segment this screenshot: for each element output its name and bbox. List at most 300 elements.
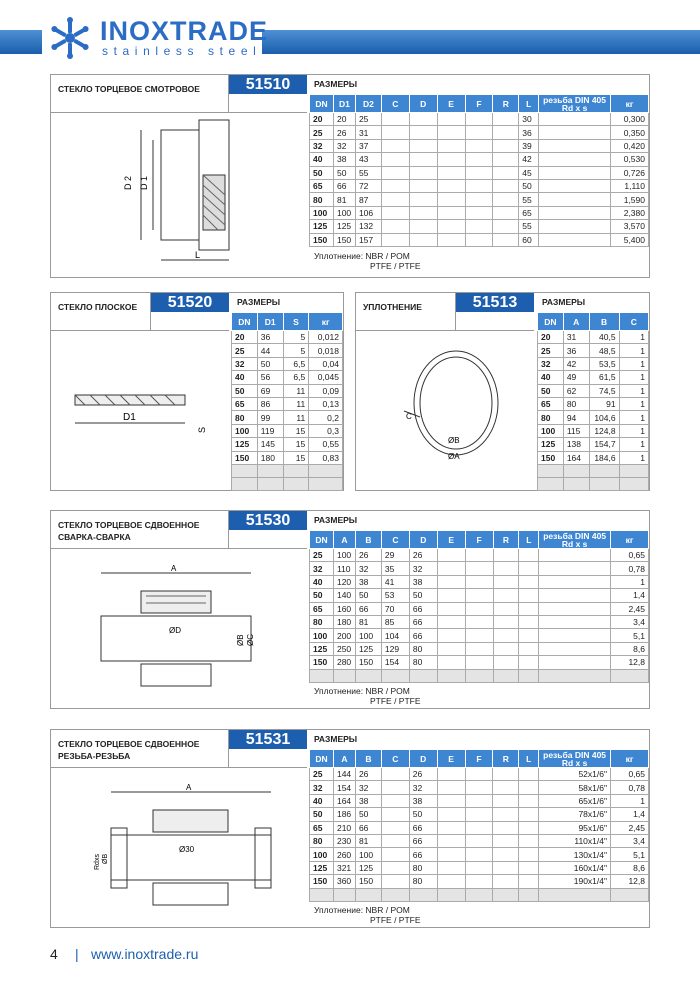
- table-cell: 150: [232, 451, 258, 464]
- table-cell: 160: [333, 602, 355, 615]
- table-row: [310, 781, 649, 794]
- table-cell: 164: [333, 794, 355, 807]
- table-cell: [493, 602, 519, 615]
- table-cell: [381, 834, 409, 847]
- table-cell: [465, 615, 493, 628]
- column-header: A: [333, 750, 355, 768]
- table-cell: 1: [619, 397, 648, 410]
- table-cell: [493, 153, 519, 166]
- table-cell: 0,045: [309, 371, 343, 384]
- table-cell: 65: [232, 397, 258, 410]
- dimensions-table: [309, 530, 649, 683]
- column-header: кг: [309, 313, 343, 331]
- table-cell: [465, 549, 493, 562]
- table-row: [232, 438, 343, 451]
- table-cell: [465, 233, 493, 246]
- table-row: [310, 602, 649, 615]
- table-cell: 80: [563, 397, 589, 410]
- table-cell: [437, 821, 465, 834]
- table-cell: 100: [355, 629, 381, 642]
- table-cell: [381, 179, 409, 192]
- table-row: [232, 331, 343, 344]
- table-cell: [539, 126, 611, 139]
- table-cell: [381, 233, 409, 246]
- table-row: [538, 451, 649, 464]
- column-header: кг: [610, 95, 648, 113]
- table-cell: 42: [563, 357, 589, 370]
- column-header: C: [381, 531, 409, 549]
- table-cell: 1: [619, 357, 648, 370]
- table-cell: 100: [333, 206, 355, 219]
- table-cell: 80: [310, 834, 334, 847]
- table-cell: 50: [257, 357, 283, 370]
- table-cell: [381, 139, 409, 152]
- table-cell: 20: [538, 331, 564, 344]
- table-cell: [539, 206, 611, 219]
- table-cell: [465, 656, 493, 669]
- table-cell: 145: [257, 438, 283, 451]
- column-header: F: [465, 750, 493, 768]
- column-header: резьба DIN 405 Rd x s: [539, 95, 611, 113]
- table-cell: 40: [310, 153, 334, 166]
- table-cell: 81: [355, 615, 381, 628]
- table-row: [538, 397, 649, 410]
- table-cell: 36: [519, 126, 539, 139]
- table-cell: 81: [333, 193, 355, 206]
- table-cell: 125: [310, 861, 334, 874]
- table-cell: 30: [519, 113, 539, 126]
- table-cell: 3,570: [610, 220, 648, 233]
- table-cell: 38: [355, 794, 381, 807]
- table-row: [232, 384, 343, 397]
- section-title: СТЕКЛО ТОРЦЕВОЕ СДВОЕННОЕ РЕЗЬБА-РЕЗЬБА: [51, 730, 229, 768]
- table-cell: [437, 589, 465, 602]
- table-cell: 45: [519, 166, 539, 179]
- table-cell: 38: [409, 575, 437, 588]
- table-row: [310, 179, 649, 192]
- table-cell: [519, 781, 539, 794]
- table-cell: [519, 794, 539, 807]
- table-row: [232, 451, 343, 464]
- table-cell: [437, 781, 465, 794]
- table-cell: 154,7: [589, 438, 619, 451]
- column-header: резьба DIN 405 Rd x s: [539, 750, 611, 768]
- table-cell: 1: [611, 794, 649, 807]
- table-cell: 280: [333, 656, 355, 669]
- table-cell: [493, 861, 519, 874]
- table-cell: 15: [283, 438, 309, 451]
- table-cell: 36: [563, 344, 589, 357]
- table-cell: 65: [519, 206, 539, 219]
- table-cell: 66: [409, 602, 437, 615]
- product-code: 51510: [229, 75, 307, 94]
- table-cell: [437, 233, 465, 246]
- table-cell: 80: [310, 615, 334, 628]
- table-row: [310, 821, 649, 834]
- table-cell: 50: [310, 589, 334, 602]
- table-cell: [519, 615, 539, 628]
- column-header: L: [519, 95, 539, 113]
- table-cell: 50: [355, 808, 381, 821]
- table-cell: 48,5: [589, 344, 619, 357]
- table-cell: 125: [333, 220, 355, 233]
- table-cell: 260: [333, 848, 355, 861]
- table-cell: [465, 602, 493, 615]
- table-cell: [437, 768, 465, 781]
- header-bar-left: [0, 30, 42, 54]
- table-cell: 119: [257, 424, 283, 437]
- table-cell: 38: [333, 153, 355, 166]
- section-title: УПЛОТНЕНИЕ: [356, 293, 456, 331]
- table-cell: [437, 794, 465, 807]
- table-cell: 115: [563, 424, 589, 437]
- c-label: C: [406, 412, 412, 421]
- table-cell: 53: [381, 589, 409, 602]
- table-cell: 0,420: [610, 139, 648, 152]
- table-row: [232, 397, 343, 410]
- table-cell: [409, 153, 437, 166]
- table-cell: 1: [611, 575, 649, 588]
- table-cell: [519, 848, 539, 861]
- dimensions-table: [231, 312, 343, 491]
- table-cell: [409, 126, 437, 139]
- table-cell: 100: [310, 629, 334, 642]
- table-cell: [493, 808, 519, 821]
- table-cell: [539, 153, 611, 166]
- table-cell: 3,4: [611, 834, 649, 847]
- table-cell: 129: [381, 642, 409, 655]
- table-cell: 65: [538, 397, 564, 410]
- table-cell: 41: [381, 575, 409, 588]
- c-label: ØC: [246, 634, 255, 646]
- table-cell: [465, 642, 493, 655]
- table-cell: 40: [310, 794, 334, 807]
- column-header: E: [437, 750, 465, 768]
- table-cell: 1,110: [610, 179, 648, 192]
- column-header: E: [437, 531, 465, 549]
- table-cell: 1,4: [611, 808, 649, 821]
- table-cell: [493, 794, 519, 807]
- footer-separator: |: [75, 946, 79, 962]
- table-row: [310, 193, 649, 206]
- product-code: 51531: [229, 730, 307, 749]
- table-cell: 25: [232, 344, 258, 357]
- table-cell: 1: [619, 384, 648, 397]
- table-cell: 0,83: [309, 451, 343, 464]
- table-row: [310, 642, 649, 655]
- b-label: ØB: [236, 634, 245, 646]
- table-cell: 250: [333, 642, 355, 655]
- table-cell: 55: [355, 166, 381, 179]
- table-cell: [519, 642, 539, 655]
- table-cell: [539, 602, 611, 615]
- table-cell: [437, 179, 465, 192]
- table-cell: 0,13: [309, 397, 343, 410]
- table-cell: [539, 575, 611, 588]
- table-cell: 0,09: [309, 384, 343, 397]
- seal-note: Уплотнение: NBR / POM PTFE / PTFE: [314, 905, 421, 925]
- table-cell: [539, 113, 611, 126]
- table-cell: [493, 875, 519, 888]
- table-cell: [493, 642, 519, 655]
- table-cell: 5: [283, 331, 309, 344]
- table-row: [538, 357, 649, 370]
- table-cell: [381, 781, 409, 794]
- table-cell: [519, 549, 539, 562]
- table-cell: 91: [589, 397, 619, 410]
- table-cell: 210: [333, 821, 355, 834]
- table-cell: 1: [619, 411, 648, 424]
- table-row: [310, 656, 649, 669]
- dimensions-label: РАЗМЕРЫ: [237, 297, 281, 307]
- table-cell: 65: [310, 821, 334, 834]
- table-cell: 80: [538, 411, 564, 424]
- table-cell: [519, 629, 539, 642]
- column-header: F: [465, 531, 493, 549]
- table-cell: 95x1/6": [539, 821, 611, 834]
- table-cell: [519, 602, 539, 615]
- table-cell: 80: [409, 642, 437, 655]
- table-cell: [493, 562, 519, 575]
- table-cell: 37: [355, 139, 381, 152]
- table-cell: [437, 113, 465, 126]
- table-cell: 15: [283, 424, 309, 437]
- table-cell: [465, 153, 493, 166]
- table-row: [538, 371, 649, 384]
- table-cell: 186: [333, 808, 355, 821]
- table-cell: 50: [355, 589, 381, 602]
- table-cell: [493, 589, 519, 602]
- table-cell: 38: [355, 575, 381, 588]
- table-cell: 0,2: [309, 411, 343, 424]
- table-cell: 32: [538, 357, 564, 370]
- table-cell: [493, 848, 519, 861]
- table-cell: 0,726: [610, 166, 648, 179]
- table-cell: 31: [355, 126, 381, 139]
- table-cell: [493, 834, 519, 847]
- table-cell: [493, 166, 519, 179]
- d1-label: D 1: [139, 175, 149, 190]
- table-cell: 66: [355, 602, 381, 615]
- d-label: Ø30: [179, 845, 195, 854]
- table-row: [538, 331, 649, 344]
- table-row: [310, 589, 649, 602]
- table-row: [538, 344, 649, 357]
- table-cell: 29: [381, 549, 409, 562]
- table-row: [310, 768, 649, 781]
- table-cell: 8,6: [611, 642, 649, 655]
- table-cell: [381, 848, 409, 861]
- table-cell: 1: [619, 424, 648, 437]
- table-cell: [493, 206, 519, 219]
- table-row: [310, 848, 649, 861]
- table-cell: 150: [538, 451, 564, 464]
- table-cell: 65: [310, 179, 334, 192]
- b-label: ØB: [448, 436, 460, 445]
- table-row: [310, 615, 649, 628]
- table-cell: 32: [355, 781, 381, 794]
- table-cell: 53,5: [589, 357, 619, 370]
- table-cell: [465, 821, 493, 834]
- dimensions-label: РАЗМЕРЫ: [314, 734, 358, 744]
- table-cell: 106: [355, 206, 381, 219]
- table-cell: 50: [538, 384, 564, 397]
- table-cell: [381, 113, 409, 126]
- table-row: [538, 384, 649, 397]
- section-51530: [50, 510, 650, 709]
- table-cell: [437, 629, 465, 642]
- column-header: A: [333, 531, 355, 549]
- table-cell: 100: [355, 848, 381, 861]
- table-row: [232, 424, 343, 437]
- table-cell: 50: [519, 179, 539, 192]
- table-row: [310, 139, 649, 152]
- table-cell: [437, 848, 465, 861]
- column-header: D: [409, 750, 437, 768]
- l-label: L: [195, 250, 201, 260]
- column-header: DN: [538, 313, 564, 331]
- table-cell: [437, 549, 465, 562]
- table-cell: 42: [519, 153, 539, 166]
- column-header: кг: [611, 750, 649, 768]
- gasket-drawing: [396, 341, 536, 481]
- a-label: A: [186, 783, 192, 792]
- product-code: 51520: [151, 293, 229, 312]
- table-cell: [381, 821, 409, 834]
- table-cell: 5,1: [611, 848, 649, 861]
- b-label: ØB: [102, 853, 109, 864]
- table-cell: 104,6: [589, 411, 619, 424]
- table-cell: [437, 575, 465, 588]
- table-row: [232, 371, 343, 384]
- table-cell: [437, 834, 465, 847]
- table-cell: [409, 233, 437, 246]
- table-cell: [539, 562, 611, 575]
- page-header: [0, 0, 700, 82]
- table-cell: 1: [619, 371, 648, 384]
- table-cell: 26: [409, 549, 437, 562]
- section-51531: [50, 729, 650, 928]
- sight-glass-drawing: [111, 115, 251, 275]
- table-cell: 55: [519, 193, 539, 206]
- table-cell: 78x1/6": [539, 808, 611, 821]
- table-cell: [465, 220, 493, 233]
- table-cell: [539, 629, 611, 642]
- table-cell: [409, 206, 437, 219]
- table-row: [232, 411, 343, 424]
- section-51520: [50, 292, 344, 491]
- column-header: L: [519, 531, 539, 549]
- table-cell: 8,6: [611, 861, 649, 874]
- table-cell: 1,4: [611, 589, 649, 602]
- table-cell: 39: [519, 139, 539, 152]
- table-cell: [519, 589, 539, 602]
- table-cell: 86: [257, 397, 283, 410]
- table-cell: 2,45: [611, 602, 649, 615]
- table-cell: [465, 848, 493, 861]
- table-cell: 50: [310, 166, 334, 179]
- table-cell: [465, 139, 493, 152]
- table-cell: 80: [409, 656, 437, 669]
- table-cell: [381, 153, 409, 166]
- table-cell: 125: [538, 438, 564, 451]
- column-header: B: [355, 750, 381, 768]
- table-cell: 180: [257, 451, 283, 464]
- table-cell: 150: [310, 875, 334, 888]
- table-cell: [381, 166, 409, 179]
- table-cell: [409, 179, 437, 192]
- column-header: B: [589, 313, 619, 331]
- website-link[interactable]: www.inoxtrade.ru: [91, 946, 199, 962]
- table-cell: [493, 220, 519, 233]
- table-cell: [437, 562, 465, 575]
- table-cell: [437, 615, 465, 628]
- column-header: D2: [355, 95, 381, 113]
- table-cell: 26: [355, 549, 381, 562]
- table-cell: 6,5: [283, 357, 309, 370]
- dimensions-label: РАЗМЕРЫ: [314, 79, 358, 89]
- table-cell: 100: [232, 424, 258, 437]
- table-row: [310, 834, 649, 847]
- table-cell: [519, 821, 539, 834]
- table-cell: 50: [310, 808, 334, 821]
- table-cell: 32: [409, 562, 437, 575]
- table-cell: [465, 113, 493, 126]
- table-cell: [539, 549, 611, 562]
- table-cell: 50: [409, 808, 437, 821]
- table-cell: [437, 193, 465, 206]
- table-cell: 85: [381, 615, 409, 628]
- table-cell: [493, 821, 519, 834]
- table-cell: [437, 206, 465, 219]
- table-cell: 140: [333, 589, 355, 602]
- table-cell: [381, 794, 409, 807]
- column-header: C: [381, 750, 409, 768]
- table-cell: 50: [333, 166, 355, 179]
- table-cell: [539, 642, 611, 655]
- table-cell: 32: [355, 562, 381, 575]
- table-cell: [437, 602, 465, 615]
- table-cell: 32: [333, 139, 355, 152]
- table-cell: [465, 875, 493, 888]
- table-cell: 5,1: [611, 629, 649, 642]
- table-cell: [465, 179, 493, 192]
- table-row: [310, 861, 649, 874]
- table-cell: 56: [257, 371, 283, 384]
- seal-note: Уплотнение: NBR / POM PTFE / PTFE: [314, 686, 421, 706]
- table-cell: [519, 875, 539, 888]
- table-row: [232, 357, 343, 370]
- table-cell: 94: [563, 411, 589, 424]
- table-cell: 132: [355, 220, 381, 233]
- table-cell: 2,380: [610, 206, 648, 219]
- s-label: S: [197, 426, 207, 433]
- table-cell: 1: [619, 344, 648, 357]
- table-cell: [493, 656, 519, 669]
- table-cell: 55: [519, 220, 539, 233]
- section-title: СТЕКЛО ТОРЦЕВОЕ СМОТРОВОЕ: [51, 75, 229, 113]
- table-cell: 164: [563, 451, 589, 464]
- product-code: 51513: [456, 293, 534, 312]
- column-header: D1: [257, 313, 283, 331]
- table-cell: 3,4: [611, 615, 649, 628]
- table-cell: 80: [232, 411, 258, 424]
- table-cell: [493, 549, 519, 562]
- table-cell: 5,400: [610, 233, 648, 246]
- table-cell: 11: [283, 384, 309, 397]
- table-cell: 125: [310, 642, 334, 655]
- table-cell: [519, 834, 539, 847]
